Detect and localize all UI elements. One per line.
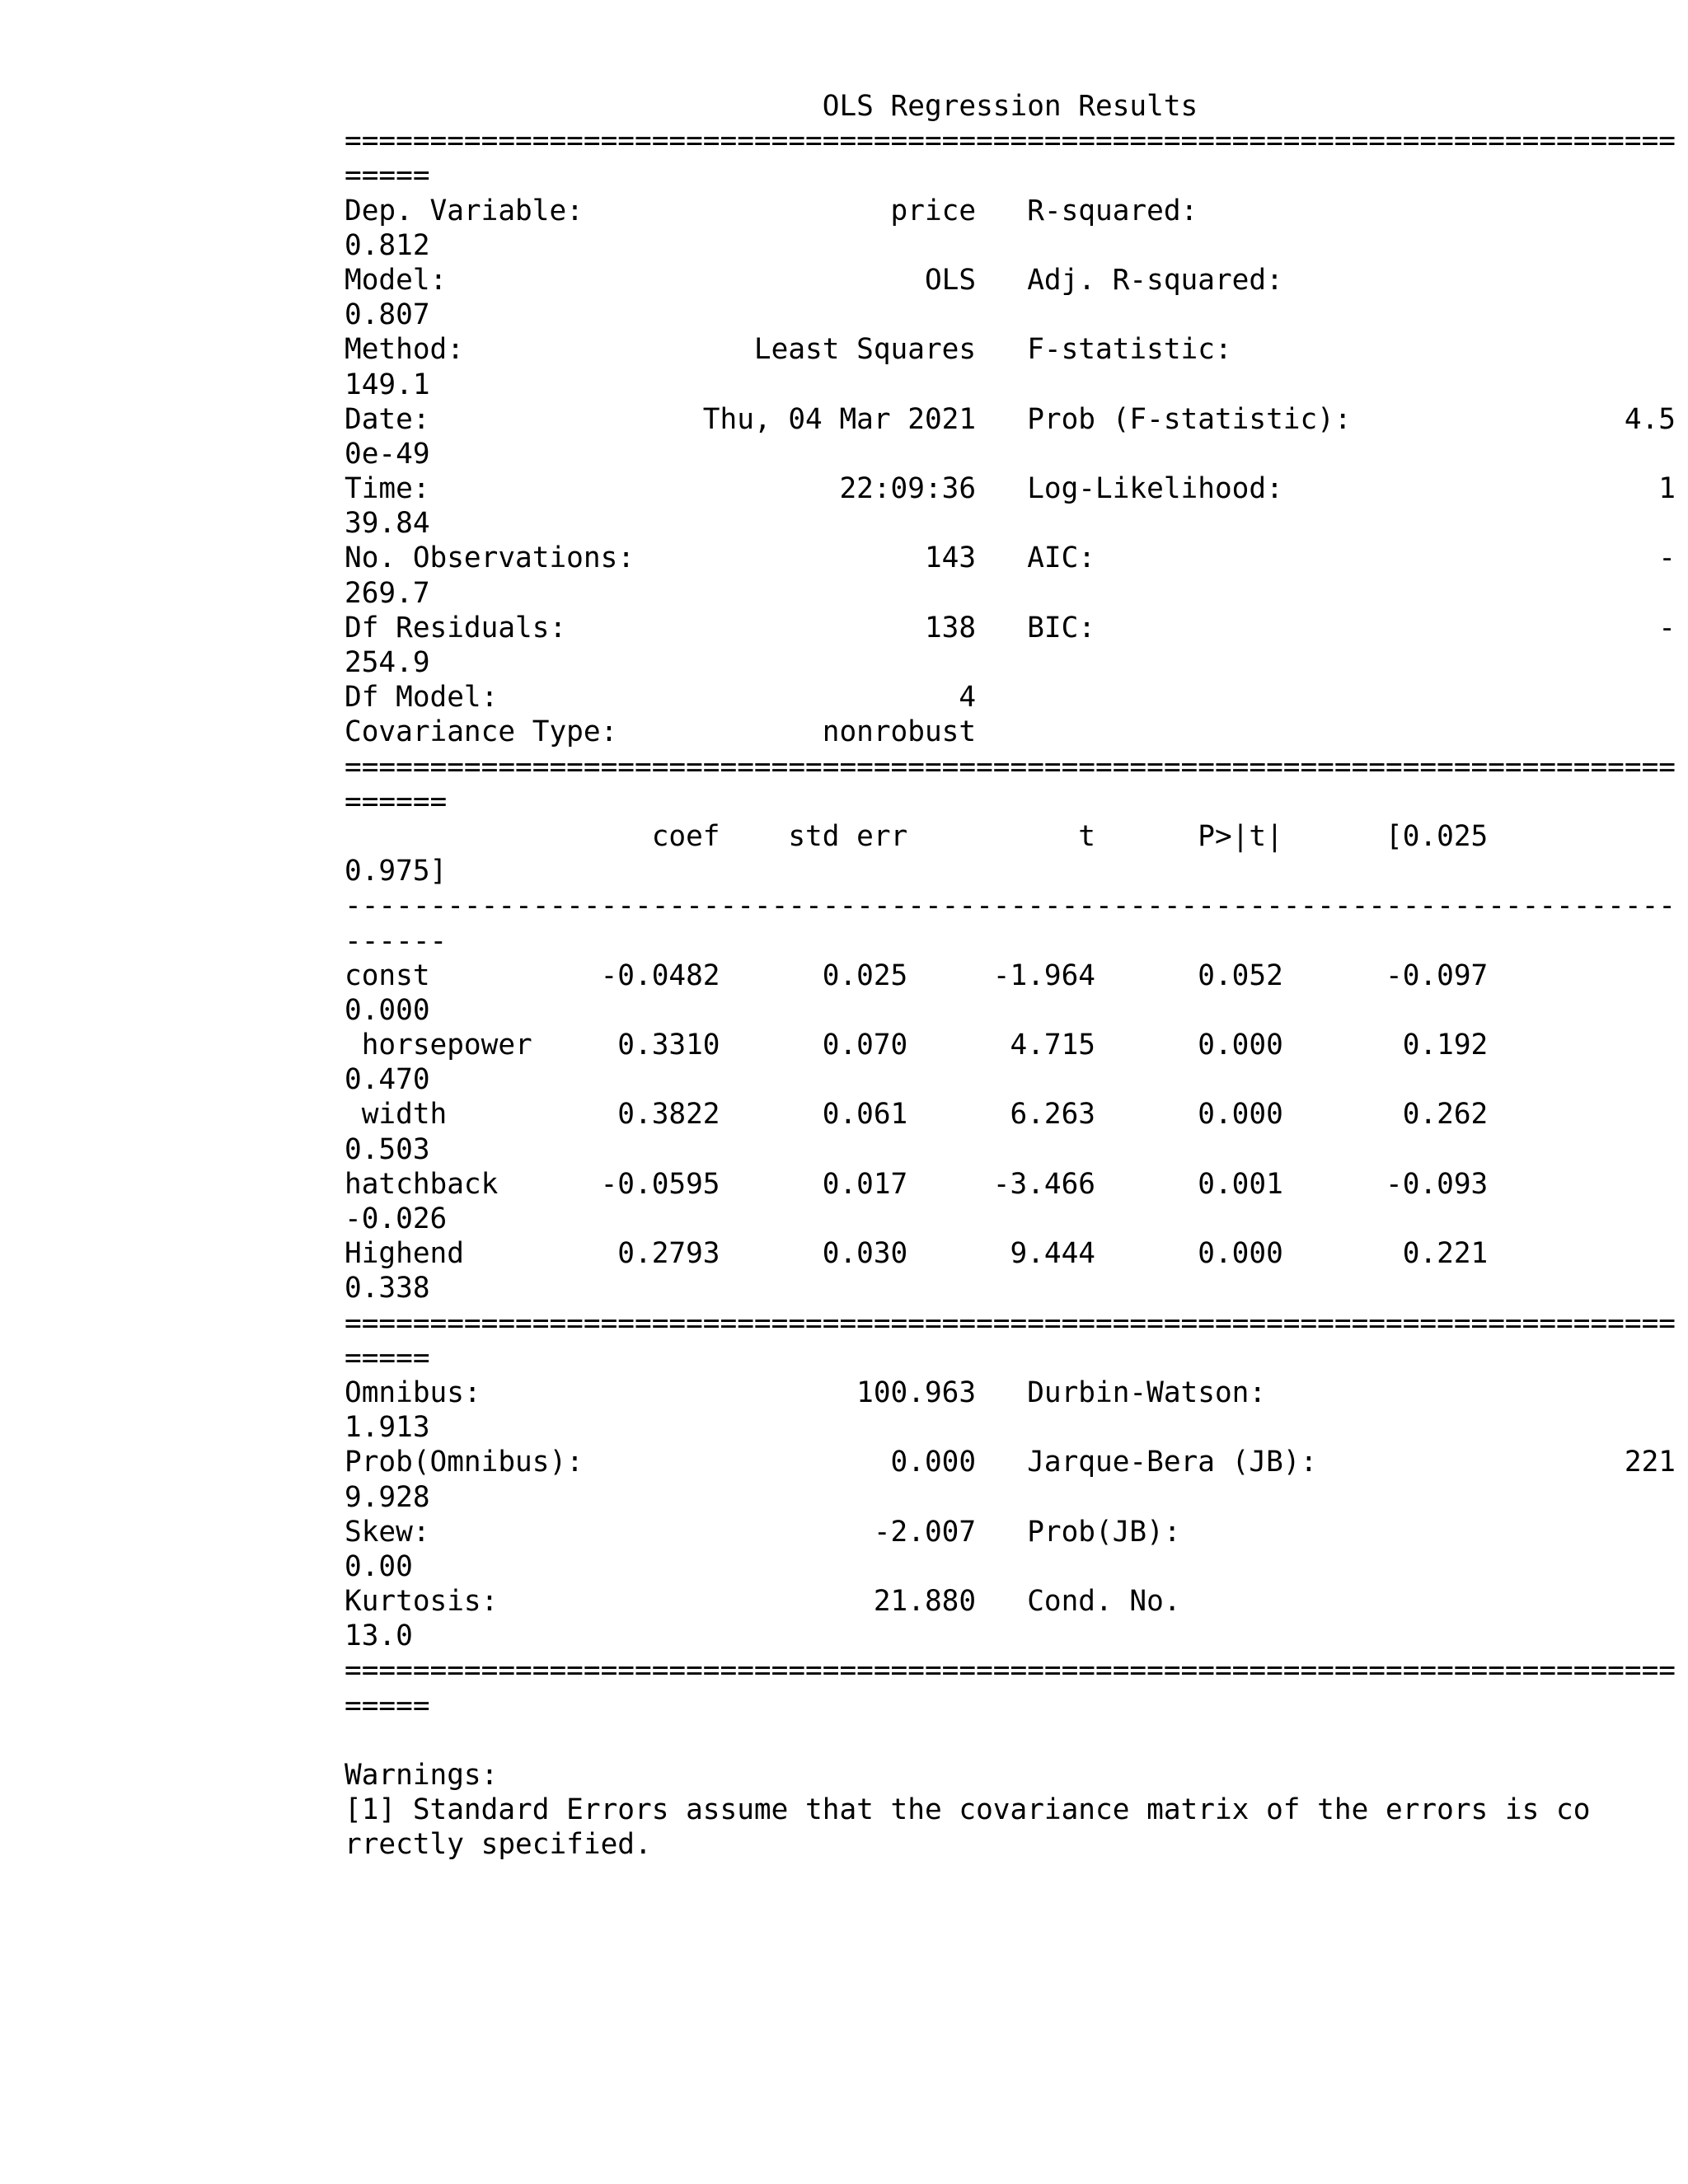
- coef-row-horsepower-wrap: 0.470: [345, 1063, 430, 1097]
- row-date: Date: Thu, 04 Mar 2021 Prob (F-statistic): 4.5: [345, 402, 1676, 436]
- row-prob-omnibus: Prob(Omnibus): 0.000 Jarque-Bera (JB): 221: [345, 1446, 1676, 1479]
- blank-line: [345, 1723, 1581, 1758]
- row-df-residuals: Df Residuals: 138 BIC: -: [345, 611, 1676, 644]
- warning-text: [1] Standard Errors assume that the covariance matrix of the errors is co: [345, 1793, 1591, 1827]
- row-df-model: Df Model: 4: [345, 681, 1676, 715]
- rule-double: ==============================================================================: [345, 750, 1676, 784]
- row-omnibus: Omnibus: 100.963 Durbin-Watson:: [345, 1376, 1659, 1409]
- row-observations-wrap: 269.7: [345, 576, 430, 610]
- row-kurtosis-wrap: 13.0: [345, 1619, 413, 1653]
- coef-row-highend-wrap: 0.338: [345, 1272, 430, 1305]
- coef-row-const: const -0.0482 0.025 -1.964 0.052 -0.097: [345, 958, 1591, 992]
- row-method: Method: Least Squares F-statistic:: [345, 333, 1676, 367]
- row-date-wrap: 0e-49: [345, 437, 430, 471]
- row-time-wrap: 39.84: [345, 507, 430, 541]
- coef-row-width-wrap: 0.503: [345, 1132, 430, 1166]
- rule-double-wrap: =====: [345, 1689, 430, 1722]
- row-covariance-type: Covariance Type: nonrobust: [345, 715, 1676, 749]
- row-omnibus-wrap: 1.913: [345, 1411, 430, 1445]
- row-dep-variable-wrap: 0.812: [345, 228, 430, 262]
- rule-single-wrap: ------: [345, 924, 448, 958]
- rule-single: ------------------------------------------------------------------------------: [345, 889, 1676, 923]
- coef-table-header: coef std err t P>|t| [0.025: [345, 819, 1591, 853]
- row-method-wrap: 149.1: [345, 368, 430, 401]
- row-df-residuals-wrap: 254.9: [345, 646, 430, 679]
- rule-double: ==============================================================================: [345, 124, 1676, 158]
- warnings-heading: Warnings:: [345, 1759, 499, 1792]
- rule-double-wrap: ======: [345, 785, 448, 818]
- row-kurtosis: Kurtosis: 21.880 Cond. No.: [345, 1585, 1659, 1619]
- summary-title: OLS Regression Results: [345, 90, 1676, 123]
- coef-row-hatchback: hatchback -0.0595 0.017 -3.466 0.001 -0.093: [345, 1167, 1573, 1201]
- coef-row-horsepower: horsepower 0.3310 0.070 4.715 0.000 0.192: [345, 1029, 1591, 1062]
- rule-double-wrap: =====: [345, 159, 430, 193]
- row-time: Time: 22:09:36 Log-Likelihood: 1: [345, 472, 1676, 506]
- row-skew: Skew: -2.007 Prob(JB):: [345, 1515, 1659, 1549]
- warning-text-wrap: rrectly specified.: [345, 1828, 652, 1862]
- row-model: Model: OLS Adj. R-squared:: [345, 263, 1676, 297]
- rule-double: ==============================================================================: [345, 1654, 1676, 1688]
- regression-summary: [345, 89, 1676, 1863]
- rule-double-wrap: =====: [345, 1341, 430, 1375]
- rule-double: ==============================================================================: [345, 1306, 1676, 1340]
- coef-row-const-wrap: 0.000: [345, 993, 430, 1027]
- coef-row-highend: Highend 0.2793 0.030 9.444 0.000 0.221: [345, 1237, 1591, 1271]
- row-prob-omnibus-wrap: 9.928: [345, 1480, 430, 1514]
- row-observations: No. Observations: 143 AIC: -: [345, 541, 1676, 575]
- coef-table-header-wrap: 0.975]: [345, 855, 448, 888]
- coef-row-width: width 0.3822 0.061 6.263 0.000 0.262: [345, 1098, 1591, 1132]
- row-dep-variable: Dep. Variable: price R-squared:: [345, 194, 1676, 227]
- coef-row-hatchback-wrap: -0.026: [345, 1202, 448, 1235]
- row-model-wrap: 0.807: [345, 298, 430, 332]
- row-skew-wrap: 0.00: [345, 1549, 413, 1583]
